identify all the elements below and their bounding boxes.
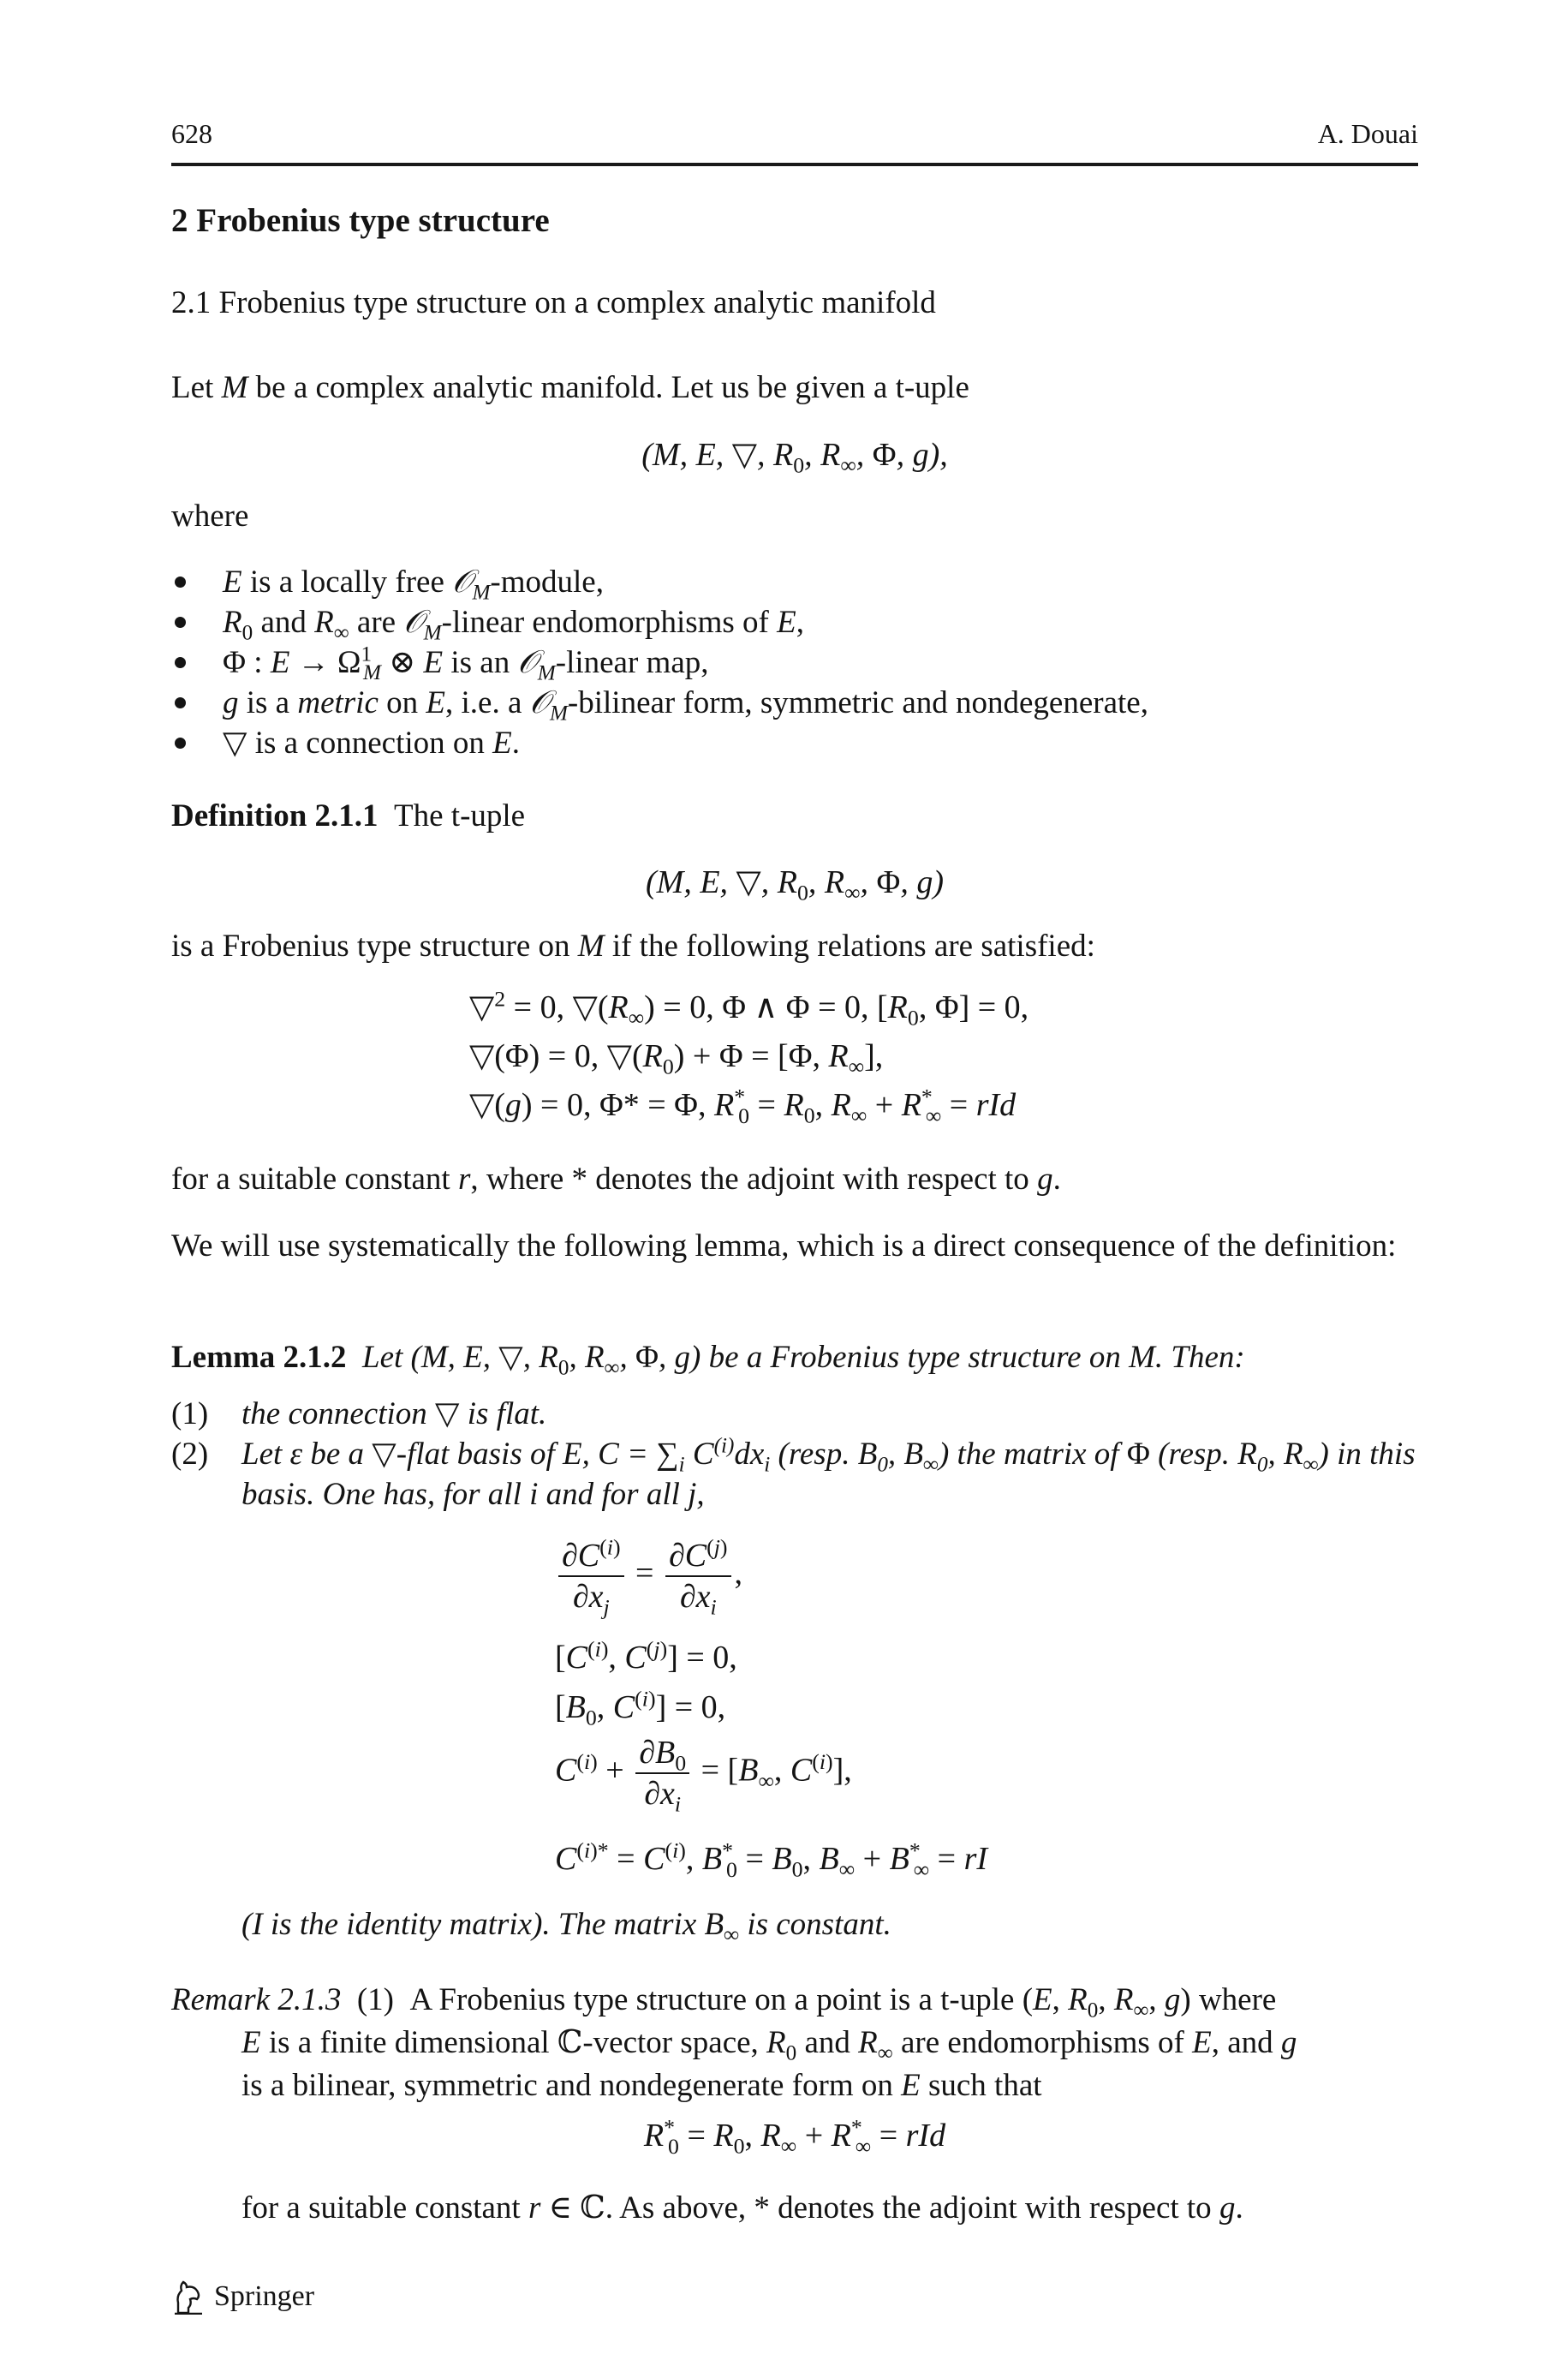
bullet-icon xyxy=(175,577,186,588)
section-title: 2 Frobenius type structure xyxy=(171,202,550,239)
remark: Remark 2.1.3 (1) A Frobenius type structure on a point is a t-uple (E, $R_0$, $R_\infty$, g) where E is a finite dimensional ℂ-vector space, $R_0$ and $R_\infty$ are endomorphisms of E, and g is a bilinear, symmetric and nondegenerate form on E such that xyxy=(171,1982,1297,2103)
running-header xyxy=(171,118,1418,161)
assumption-list xyxy=(171,562,1418,763)
intro-paragraph: Let M be a complex analytic manifold. Let us be given a t-uple xyxy=(171,370,969,405)
bullet-icon xyxy=(175,697,186,708)
fraction: $\frac{\partial C^{(i)}}{\partial x_j}$ xyxy=(558,1536,624,1616)
bullet-icon xyxy=(175,617,186,628)
bullet-icon xyxy=(175,657,186,668)
remark-closing: for a suitable constant r ∈ ℂ. As above, * denotes the adjoint with respect to g. xyxy=(241,2190,1243,2226)
list-item: g is a metric on E, i.e. a 𝒪$_M$-bilinear form, symmetric and nondegenerate, xyxy=(171,683,1418,723)
list-item: $R_0$ and $R_\infty$ are 𝒪$_M$-linear endomorphisms of E, xyxy=(171,602,1418,642)
running-author: A. Douai xyxy=(1317,118,1418,149)
springer-horse-icon xyxy=(171,2279,206,2315)
lemma-note: (I is the identity matrix). The matrix $B_\infty$ is constant. xyxy=(241,1907,891,1947)
relation-1: ▽$^2$ = 0, $▽(R_\infty) = 0$, Φ ∧ Φ = 0, [$R_0$, Φ] = 0, xyxy=(469,986,1029,1031)
list-item: Φ : $E \to \Omega^1_M$ ⊗ E is an 𝒪$_M$-linear map, xyxy=(171,642,1418,683)
subsection-title: 2.1 Frobenius type structure on a complex analytic manifold xyxy=(171,285,936,320)
remark-item-label: (1) xyxy=(356,1982,394,2017)
lemma-label: Lemma 2.1.2 xyxy=(171,1340,347,1375)
list-item: ▽ is a connection on E. xyxy=(171,723,1418,763)
lemma-item-2: (2) Let ε be a ▽-flat basis of E, $C = \sum_i$ $C^{(i)}dx_i$ (resp. $B_0$, $B_\infty$) the matrix of Φ (resp. $R_0$, $R_\infty$) in this basis. One has, for all i and for all j, xyxy=(171,1434,1416,1512)
publisher-name: Springer xyxy=(214,2280,315,2312)
publisher-footer xyxy=(171,2279,314,2315)
definition-tuple: (M, E, ▽, $R_0$, $R_\infty$, Φ, g) xyxy=(646,864,944,905)
list-item: E is a locally free 𝒪$_M$-module, xyxy=(171,562,1418,602)
bullet-icon xyxy=(175,738,186,749)
definition-conditions-intro: is a Frobenius type structure on M if the following relations are satisfied: xyxy=(171,929,1095,964)
lemma-item-label: (1) xyxy=(171,1396,209,1431)
lemma-item-1: (1) the connection ▽ is flat. xyxy=(171,1394,1418,1434)
lemma-heading: Lemma 2.1.2 Let (M, E, ▽, $R_0$, $R_\infty$, Φ, g) be a Frobenius type structure on M. Then: xyxy=(171,1340,1245,1380)
definition-text: The t-uple xyxy=(394,798,526,833)
relation-3: ▽(g) = 0, Φ* = Φ, $R^*_0 = R_0$, $R_\infty + R^*_\infty$ = rId xyxy=(469,1084,1017,1128)
header-rule xyxy=(171,163,1418,166)
lemma-equation-3: [$B_0$, $C^{(i)}] = 0$, xyxy=(555,1686,726,1730)
definition-heading xyxy=(171,795,525,838)
lemma-intro: We will use systematically the following lemma, which is a direct consequence of the definition: xyxy=(171,1228,1397,1264)
fraction: $\frac{\partial B_0}{\partial x_i}$ xyxy=(635,1733,689,1813)
lemma-equation-1: $\frac{\partial C^{(i)}}{\partial x_j}$ = $\frac{\partial C^{(j)}}{\partial x_i}$ , xyxy=(555,1536,742,1616)
lemma-equation-2: [$C^{(i)}$, $C^{(j)}] = 0$, xyxy=(555,1636,737,1676)
remark-label: Remark 2.1.3 xyxy=(171,1982,342,2017)
relation-2: ▽(Φ) = 0, $▽(R_0) + \Phi = [\Phi$, $R_\infty$], xyxy=(469,1038,884,1079)
lemma-equation-4: $C^{(i)}$ + $\frac{\partial B_0}{\partial x_i}$ = [$B_\infty$, $C^{(i)}$], xyxy=(555,1735,852,1817)
where-label: where xyxy=(171,499,249,534)
definition-label: Definition 2.1.1 xyxy=(171,798,379,833)
lemma-item-label: (2) xyxy=(171,1437,209,1472)
page-number: 628 xyxy=(171,118,212,149)
tuple-equation: (M, E, ▽, $R_0$, $R_\infty$, Φ, g), xyxy=(641,437,948,478)
remark-equation: $R^*_0 = R_0$, $R_\infty + R^*_\infty$ = rId xyxy=(643,2114,946,2159)
lemma-equation-5: $C^{(i)*} = C^{(i)}$, $B^*_0 = B_0$, $B_\infty + B^*_\infty$ = rI xyxy=(555,1837,988,1882)
definition-closing: for a suitable constant r, where * denotes the adjoint with respect to g. xyxy=(171,1162,1061,1197)
fraction: $\frac{\partial C^{(j)}}{\partial x_i}$ xyxy=(665,1536,731,1616)
